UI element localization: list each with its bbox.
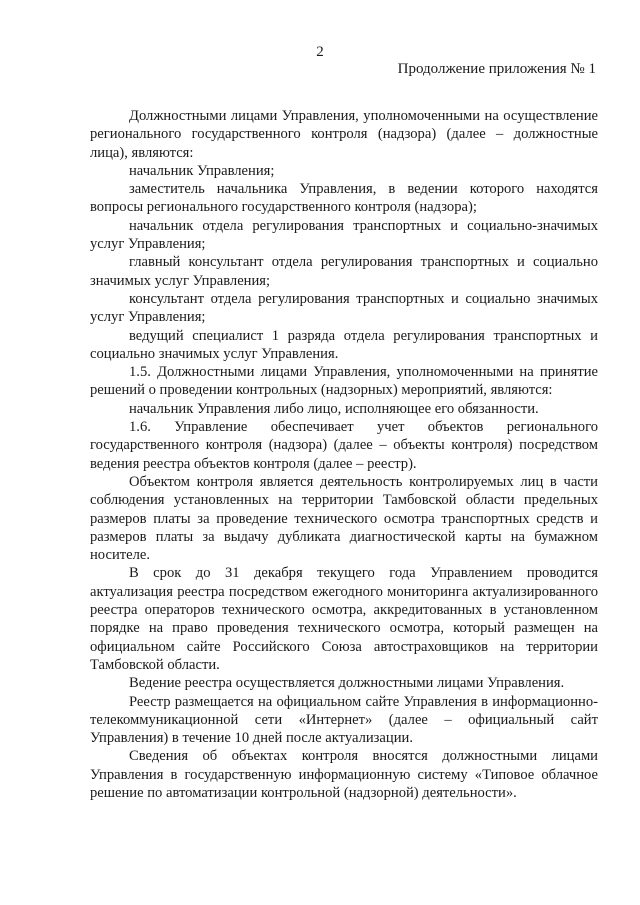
paragraph-department-head: начальник отдела регулирования транспортных и социально-значимых услуг Управления; (90, 217, 598, 253)
paragraph-information-system: Сведения об объектах контроля вносятся должностными лицами Управления в государственную информационную систему «Типовое облачное решение по автоматизации контрольной (надзорной) деятельности». (90, 748, 598, 801)
paragraph-register-publication: Реестр размещается на официальном сайте Управления в информационно-телекоммуникационной сети «Интернет» (далее – официальный сайт Управления) в течение 10 дней после актуализации. (90, 693, 598, 747)
page-number: 2 (316, 44, 324, 60)
appendix-continuation-note: Продолжение приложения № 1 (397, 61, 596, 77)
paragraph-consultant: консультант отдела регулирования транспортных и социально значимых услуг Управления; (90, 290, 598, 326)
paragraph-deputy-head: заместитель начальника Управления, в ведении которого находятся вопросы регионального государственного контроля (надзора); (90, 181, 598, 216)
paragraph-chief-consultant: главный консультант отдела регулирования транспортных и социально значимых услуг Управления; (90, 254, 598, 289)
paragraph-register-update: В срок до 31 декабря текущего года Управлением проводится актуализация реестра посредством ежегодного мониторинга актуализированного реестра операторов технического осмотра, аккредитованных в установленном порядке на право проведения технического осмотра, который размещен на официальном сайте Российского Союза автостраховщиков на территории Тамбовской области. (90, 565, 598, 673)
paragraph-officials-control: Должностными лицами Управления, уполномоченными на осуществление регионального государственного контроля (надзора) (далее – должностные лица), являются: (90, 108, 598, 161)
paragraph-head-or-acting: начальник Управления либо лицо, исполняющее его обязанности. (129, 400, 539, 417)
paragraph-section-1-6: 1.6. Управление обеспечивает учет объектов регионального государственного контроля (надзора) (далее – объекты контроля) посредством ведения реестра объектов контроля (далее – реестр). (90, 419, 598, 472)
paragraph-leading-specialist: ведущий специалист 1 разряда отдела регулирования транспортных и социально значимых услуг Управления. (90, 327, 598, 362)
document-body (90, 107, 598, 802)
paragraph-section-1-5: 1.5. Должностными лицами Управления, уполномоченными на принятие решений о проведении контрольных (надзорных) мероприятий, являются: (90, 364, 598, 399)
paragraph-head: начальник Управления; (129, 162, 275, 179)
paragraph-control-object: Объектом контроля является деятельность контролируемых лиц в части соблюдения установленных на территории Тамбовской области предельных размеров платы за проведение технического осмотра транспортных средств и размеров платы за выдачу дубликата диагностической карты на бумажном носителе. (90, 473, 598, 564)
paragraph-register-maintenance: Ведение реестра осуществляется должностными лицами Управления. (129, 675, 565, 692)
